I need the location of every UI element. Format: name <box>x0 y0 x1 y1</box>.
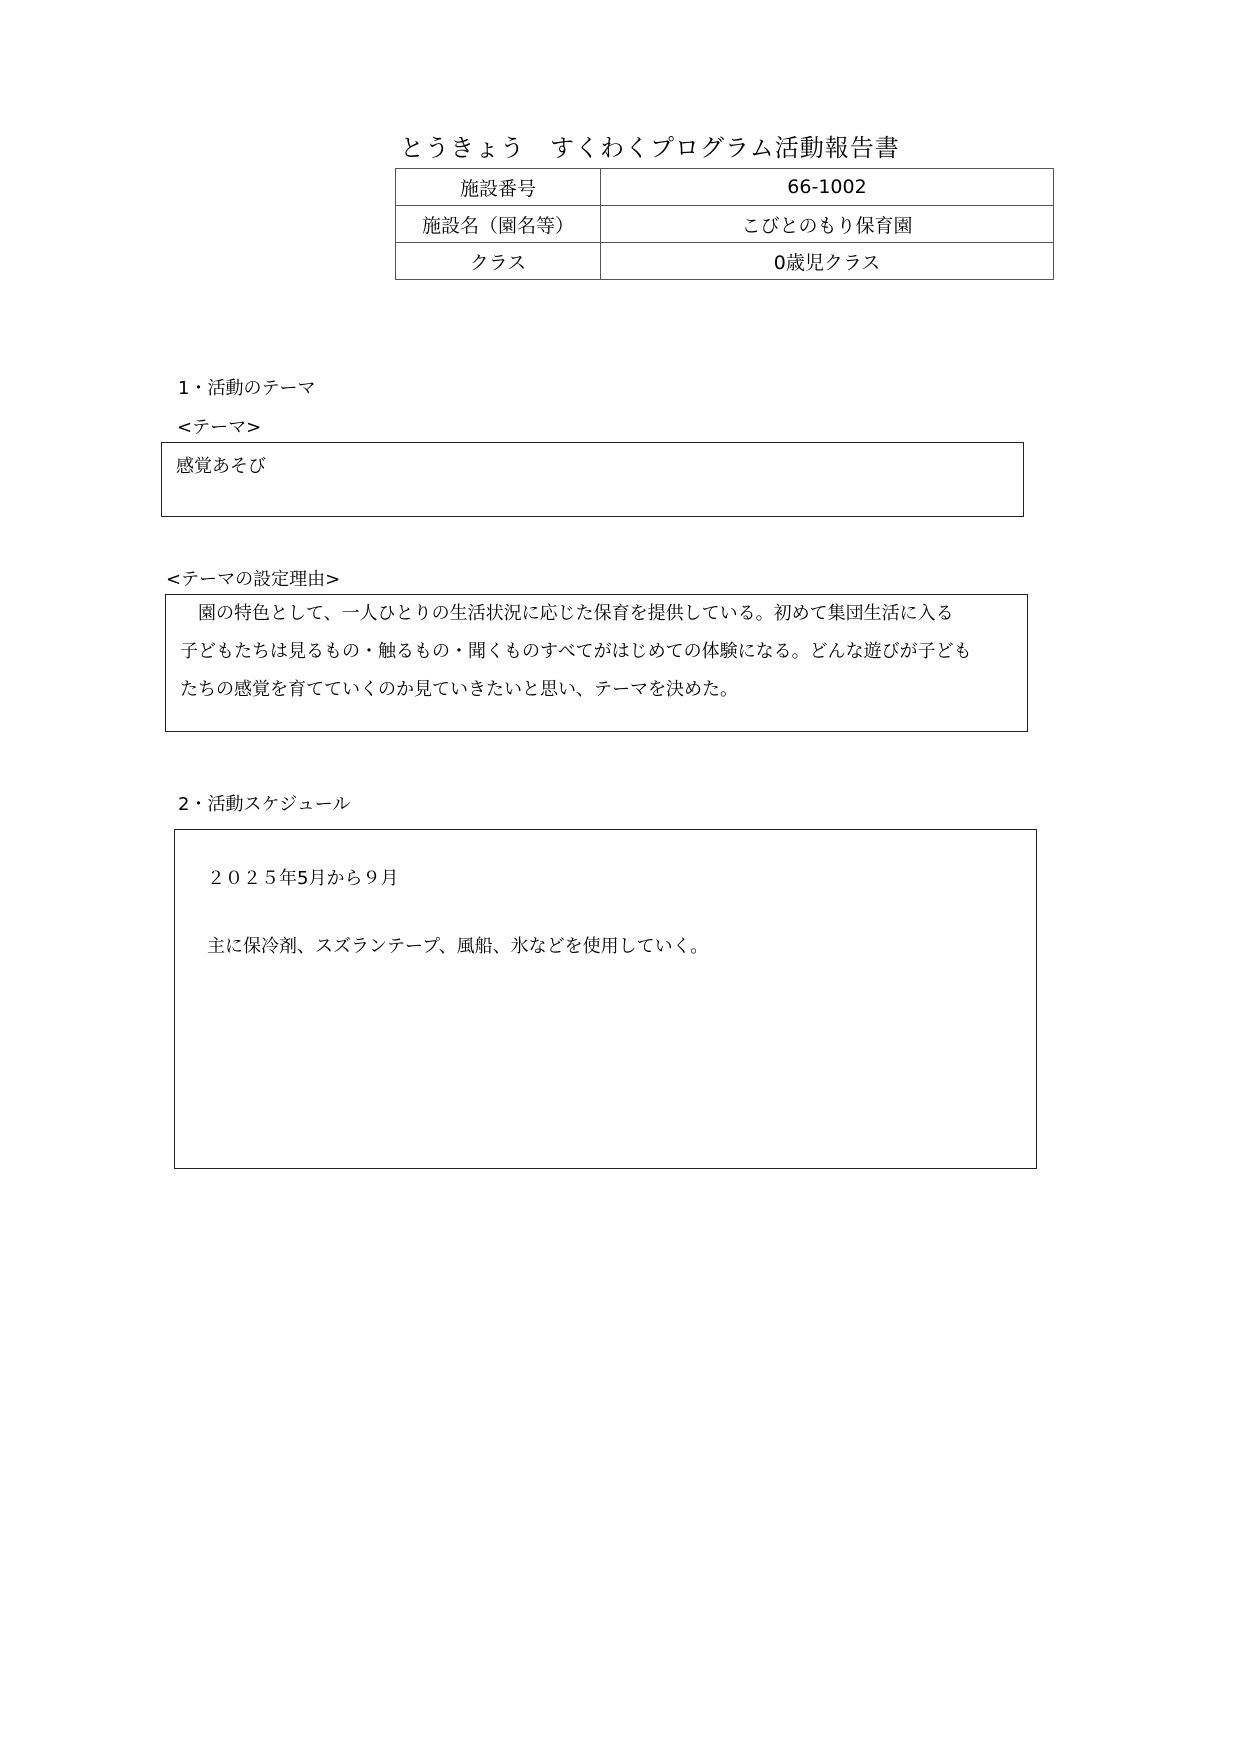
facility-name-label: 施設名（園名等） <box>396 206 601 243</box>
reason-line: たちの感覚を育てていくのか見ていきたいと思い、テーマを決めた。 <box>180 679 738 700</box>
facility-number-value: 66-1002 <box>601 169 1054 206</box>
reason-box <box>165 594 1028 732</box>
facility-name-value: こびとのもり保育園 <box>601 206 1054 243</box>
theme-label: <テーマ> <box>177 417 262 438</box>
schedule-box <box>174 829 1037 1169</box>
table-row <box>396 169 1054 206</box>
theme-box <box>161 442 1024 517</box>
theme-text: 感覚あそび <box>176 456 266 477</box>
table-row <box>396 243 1054 280</box>
schedule-period: ２０２５年5月から９月 <box>207 868 399 889</box>
document-title: とうきょう すくわくプログラム活動報告書 <box>400 134 900 162</box>
reason-label: <テーマの設定理由> <box>166 569 341 590</box>
schedule-description: 主に保冷剤、スズランテープ、風船、氷などを使用していく。 <box>207 936 709 957</box>
reason-line: 園の特色として、一人ひとりの生活状況に応じた保育を提供している。初めて集団生活に入る <box>180 603 954 624</box>
class-value: 0歳児クラス <box>601 243 1054 280</box>
section1-heading: 1・活動のテーマ <box>178 378 316 399</box>
reason-line: 子どもたちは見るもの・触るもの・聞くものすべてがはじめての体験になる。どんな遊びが子ども <box>180 641 972 662</box>
section2-heading: 2・活動スケジュール <box>178 794 351 815</box>
facility-info-table <box>395 168 1054 280</box>
table-row <box>396 206 1054 243</box>
class-label: クラス <box>396 243 601 280</box>
facility-number-label: 施設番号 <box>396 169 601 206</box>
